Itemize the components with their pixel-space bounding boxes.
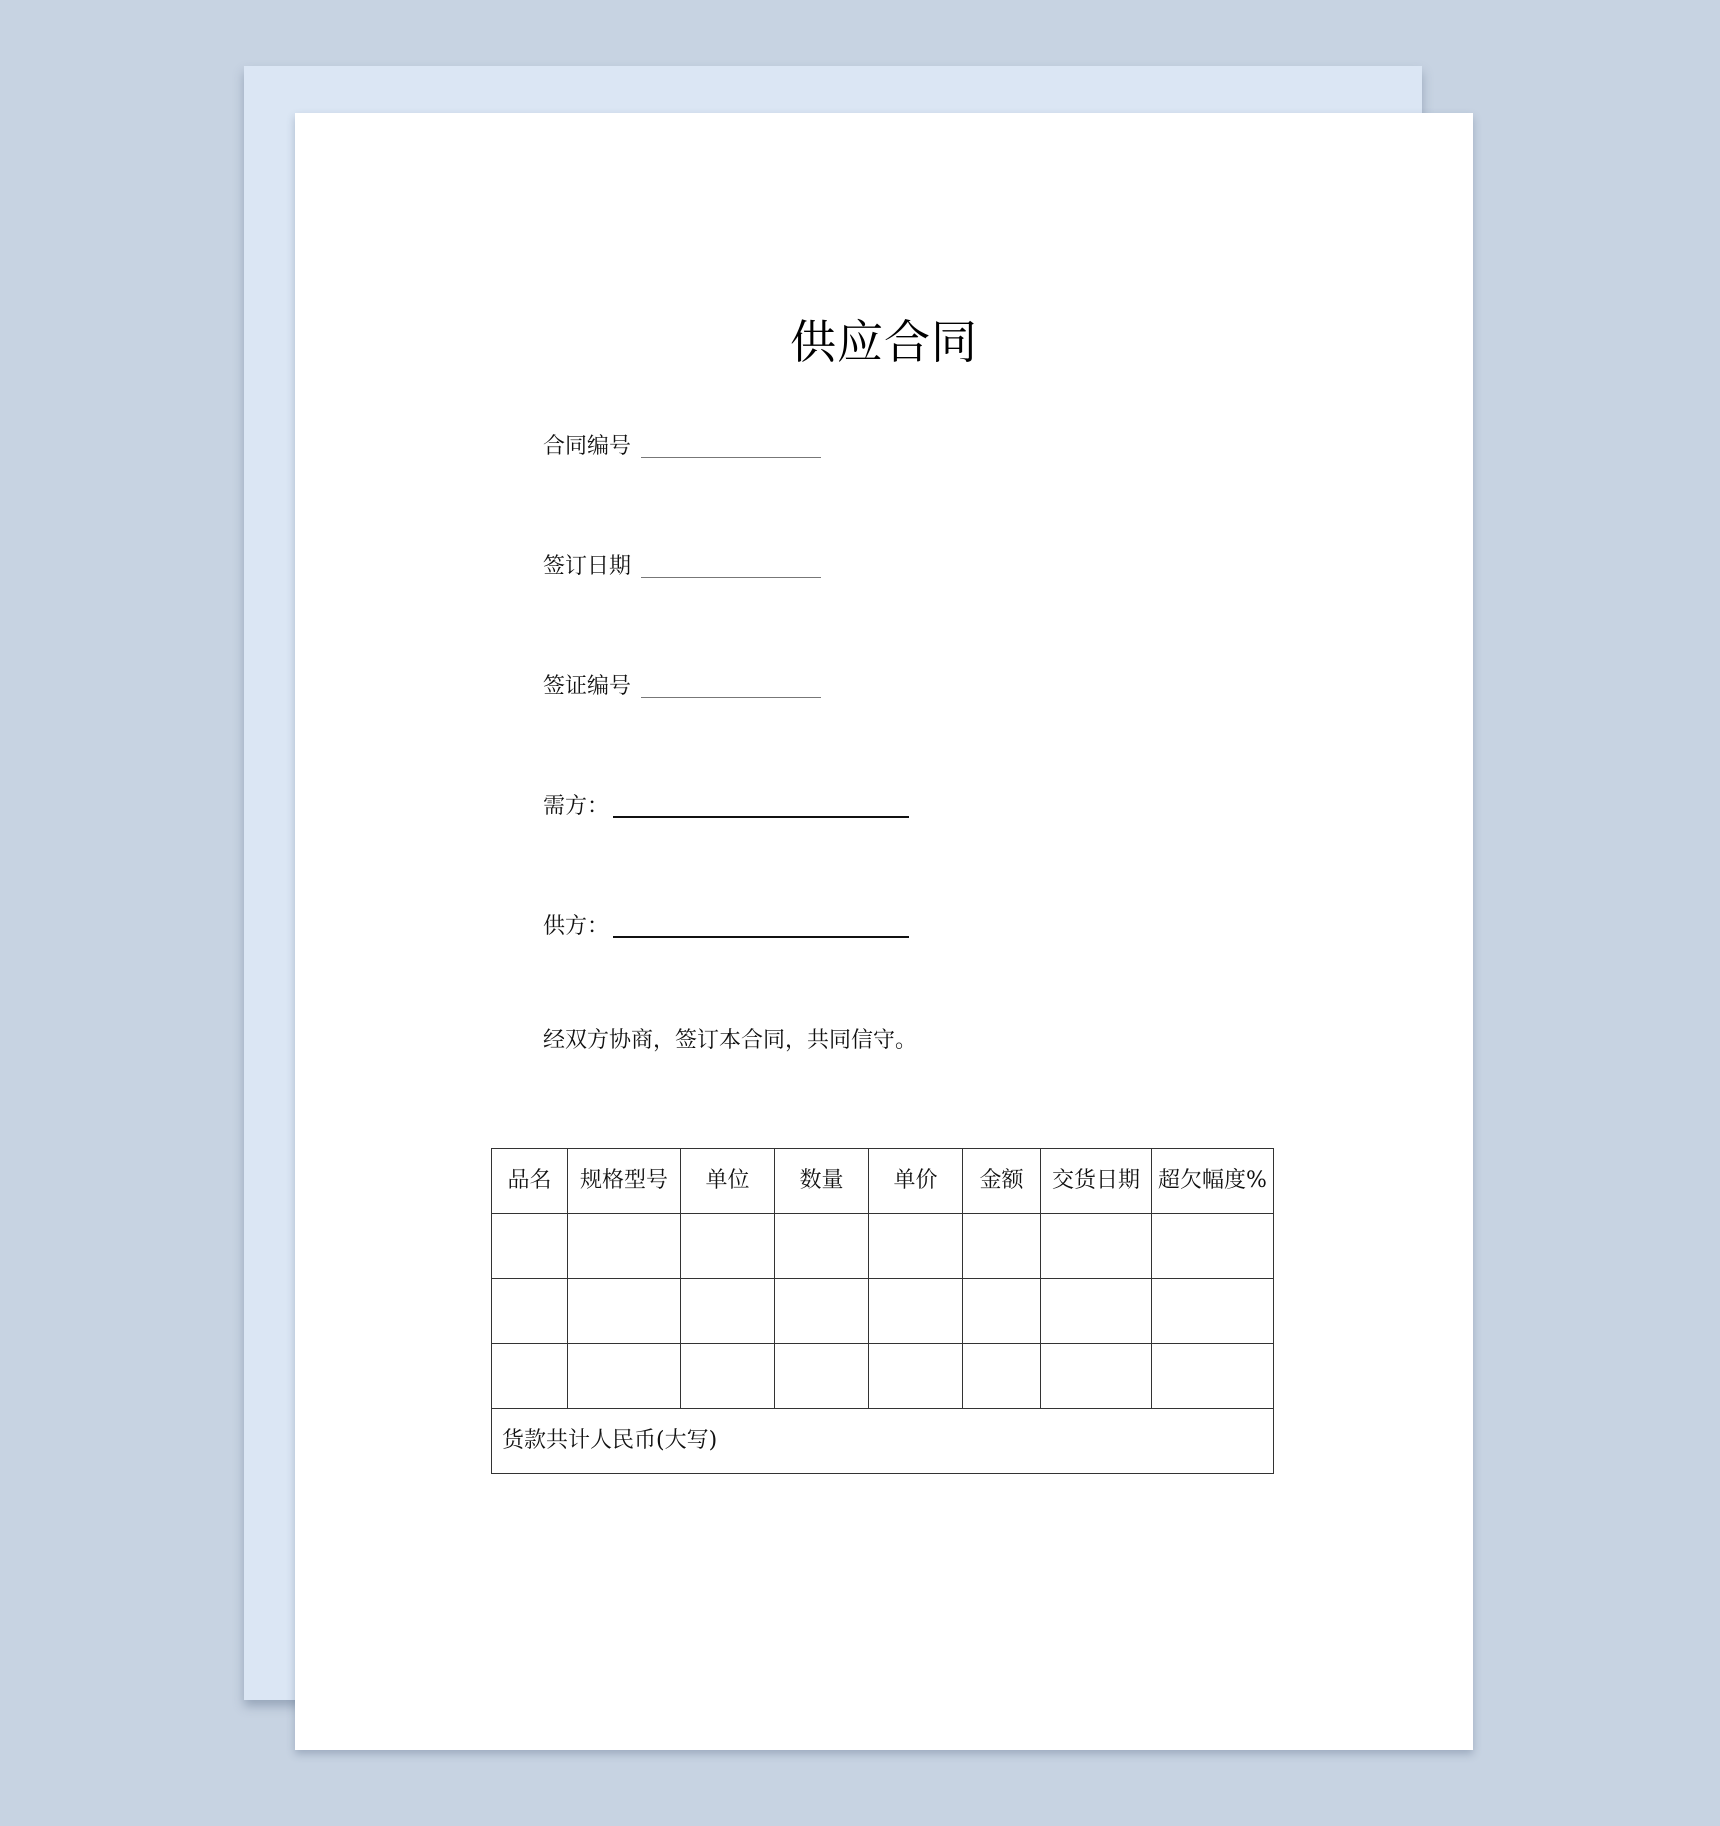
table-cell[interactable] xyxy=(492,1279,568,1344)
table-header-row xyxy=(492,1149,1274,1214)
goods-table xyxy=(491,1148,1274,1474)
table-cell[interactable] xyxy=(775,1279,869,1344)
sign-date-label: 签订日期 xyxy=(543,554,632,579)
table-cell[interactable] xyxy=(775,1214,869,1279)
visa-number-label: 签证编号 xyxy=(543,674,632,699)
header-amount: 金额 xyxy=(963,1149,1041,1214)
visa-number-field xyxy=(543,662,821,702)
table-cell[interactable] xyxy=(1041,1344,1152,1409)
table-cell[interactable] xyxy=(869,1214,963,1279)
table-cell[interactable] xyxy=(1152,1279,1274,1344)
table-cell[interactable] xyxy=(1041,1279,1152,1344)
supplier-label: 供方： xyxy=(543,914,610,939)
table-row xyxy=(492,1279,1274,1344)
table-cell[interactable] xyxy=(963,1344,1041,1409)
table-row xyxy=(492,1214,1274,1279)
buyer-label: 需方： xyxy=(543,794,610,819)
total-amount-label[interactable]: 货款共计人民币(大写) xyxy=(492,1409,1274,1474)
header-unit: 单位 xyxy=(681,1149,775,1214)
visa-number-blank[interactable] xyxy=(641,671,821,698)
buyer-field xyxy=(543,782,909,822)
table-cell[interactable] xyxy=(681,1214,775,1279)
table-cell[interactable] xyxy=(681,1344,775,1409)
table-cell[interactable] xyxy=(869,1344,963,1409)
sign-date-field xyxy=(543,542,821,582)
header-quantity: 数量 xyxy=(775,1149,869,1214)
contract-number-label: 合同编号 xyxy=(543,434,632,459)
buyer-blank[interactable] xyxy=(613,790,909,818)
table-cell[interactable] xyxy=(568,1344,681,1409)
agreement-text: 经双方协商，签订本合同，共同信守。 xyxy=(543,1028,918,1053)
table-cell[interactable] xyxy=(963,1214,1041,1279)
table-cell[interactable] xyxy=(775,1344,869,1409)
table-cell[interactable] xyxy=(1041,1214,1152,1279)
total-row xyxy=(492,1409,1274,1474)
supplier-field xyxy=(543,902,909,942)
table-cell[interactable] xyxy=(1152,1214,1274,1279)
table-cell[interactable] xyxy=(681,1279,775,1344)
sign-date-blank[interactable] xyxy=(641,551,821,578)
table-cell[interactable] xyxy=(869,1279,963,1344)
supplier-blank[interactable] xyxy=(613,910,909,938)
document-title: 供应合同 xyxy=(790,315,978,369)
table-cell[interactable] xyxy=(492,1344,568,1409)
contract-number-field xyxy=(543,422,821,462)
table-row xyxy=(492,1344,1274,1409)
header-delivery-date: 交货日期 xyxy=(1041,1149,1152,1214)
table-cell[interactable] xyxy=(963,1279,1041,1344)
header-unit-price: 单价 xyxy=(869,1149,963,1214)
table-cell[interactable] xyxy=(1152,1344,1274,1409)
contract-number-blank[interactable] xyxy=(641,431,821,458)
header-tolerance: 超欠幅度% xyxy=(1152,1149,1274,1214)
table-cell[interactable] xyxy=(568,1214,681,1279)
table-cell[interactable] xyxy=(568,1279,681,1344)
header-product-name: 品名 xyxy=(492,1149,568,1214)
table-cell[interactable] xyxy=(492,1214,568,1279)
document-page xyxy=(295,113,1473,1750)
header-specification: 规格型号 xyxy=(568,1149,681,1214)
